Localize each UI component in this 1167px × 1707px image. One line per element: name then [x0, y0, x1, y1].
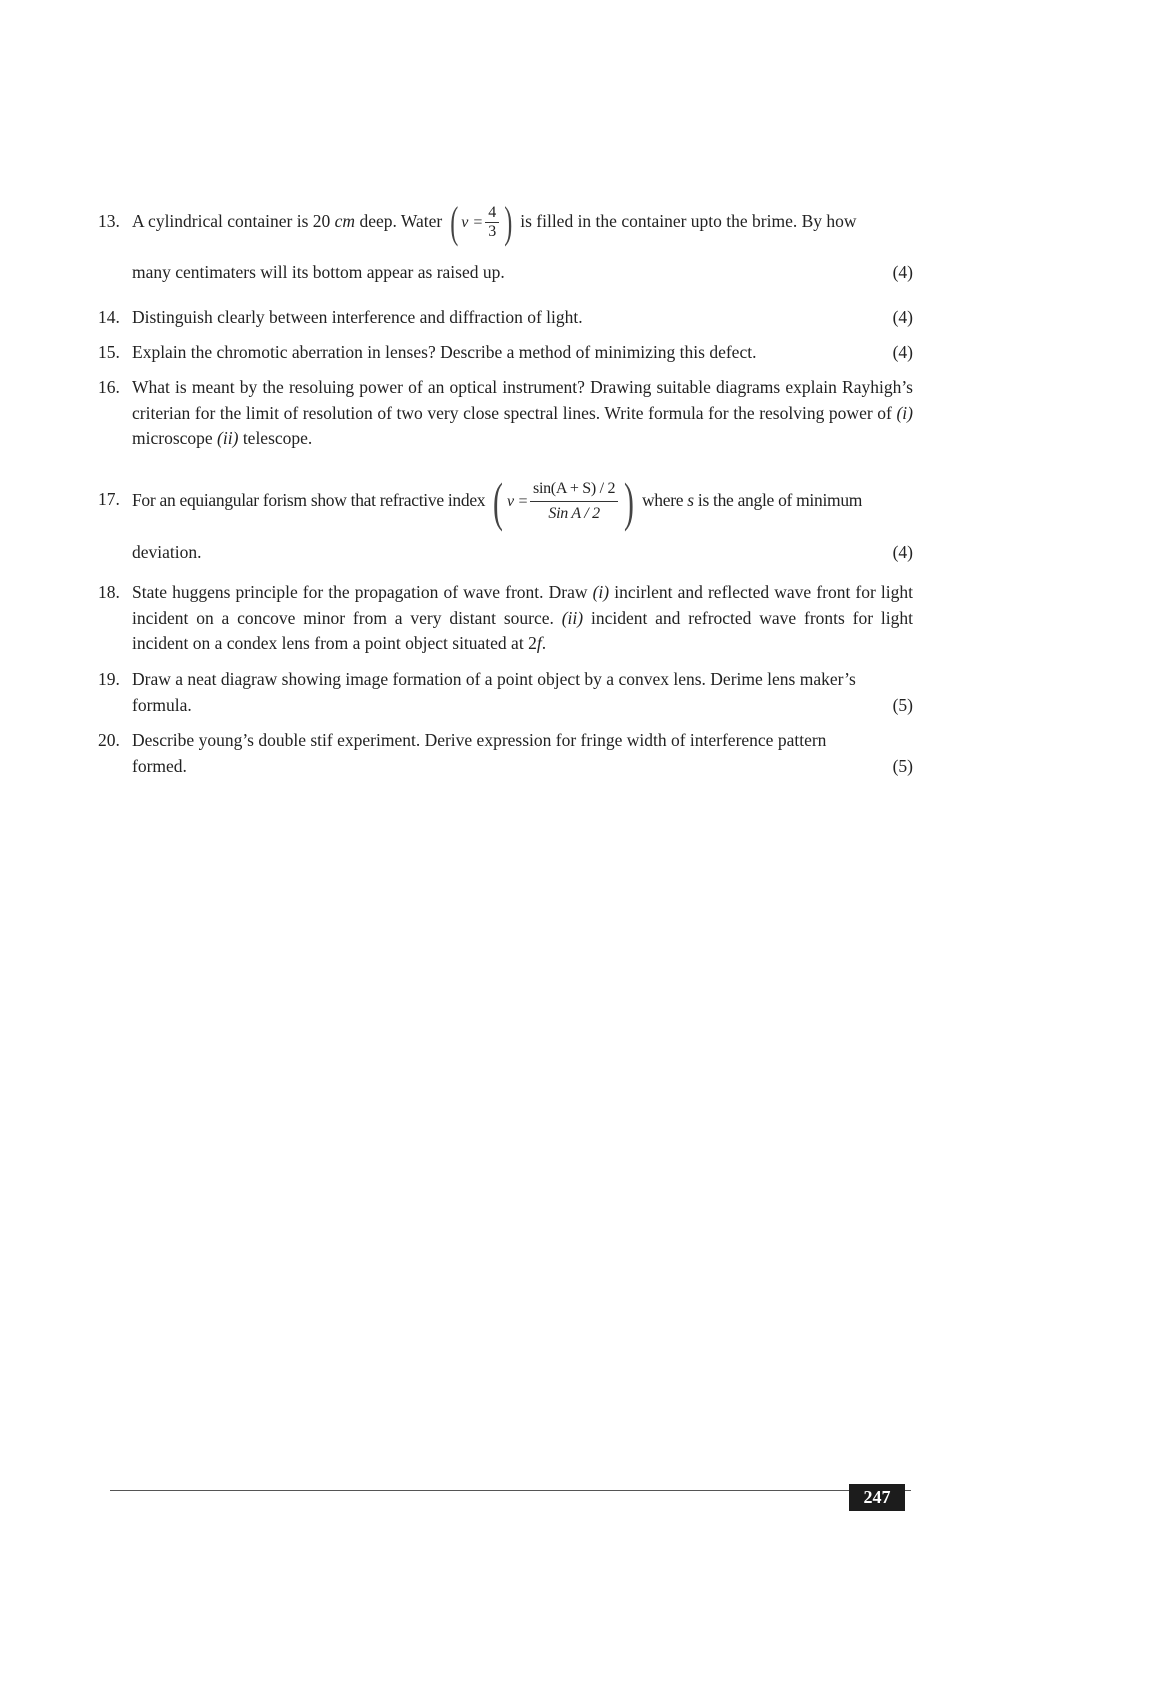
question-number: 18.: [98, 582, 120, 602]
question-number: 19.: [98, 669, 120, 689]
question-14: 14. Distinguish clearly between interference and diffraction of light. (4): [98, 305, 913, 331]
prism-refractive-index-equation: ( v = $\frac{\sin(A + S) / 2}{\text{Sin A / 2}}$ ): [493, 471, 634, 532]
question-18: 18. State huggens principle for the propagation of wave front. Draw (i) incirlent and reflected wave front for light incident on a concove minor from a very distant source. (ii) incident and refrocted wave fronts for light incident on a condex lens from a point object situated at 2f.: [98, 582, 914, 653]
question-20: 20. Describe young’s double stif experiment. Derive expression for fringe width of interference pattern formed. (5): [98, 728, 913, 779]
question-number: 16.: [98, 377, 120, 397]
marks: (4): [892, 541, 913, 562]
question-15: 15. Explain the chromotic aberration in lenses? Describe a method of minimizing this defect. (4): [98, 340, 913, 366]
question-17: 17. For an equiangular forism show that refractive index ( v = $\frac{\sin(A + S) / 2}{\text{Sin A / 2}}$ ) where s is the angle of minimum deviation. (4): [98, 470, 913, 565]
question-13: 13. A cylindrical container is 20 cm deep. Water ( v = $\frac{4}{3}$ ) is filled in the container upto the brime. By how many centimaters will its bottom appear as raised up. (4): [98, 192, 913, 285]
marks: (5): [892, 694, 913, 715]
footer-rule: [110, 1490, 911, 1491]
refractive-index-equation: ( v = $\frac{4}{3}$ ): [449, 197, 513, 247]
question-number: 17.: [98, 489, 120, 509]
question-19: 19. Draw a neat diagraw showing image formation of a point object by a convex lens. Derime lens maker’s formula. (5): [98, 667, 913, 718]
question-number: 13.: [98, 211, 120, 231]
question-number: 14.: [98, 307, 120, 327]
question-number: 15.: [98, 342, 120, 362]
page-number: 247: [849, 1484, 905, 1511]
question-16: 16. What is meant by the resoluing power of an optical instrument? Drawing suitable diagrams explain Rayhigh’s criterian for the limit of resolution of two very close spectral lines. Write formula for the resolving power of (i) microscope (ii) telescope.: [98, 377, 914, 448]
marks: (4): [892, 261, 913, 282]
marks: (4): [892, 307, 913, 327]
question-number: 20.: [98, 730, 120, 750]
marks: (4): [892, 342, 913, 362]
marks: (5): [892, 755, 913, 776]
